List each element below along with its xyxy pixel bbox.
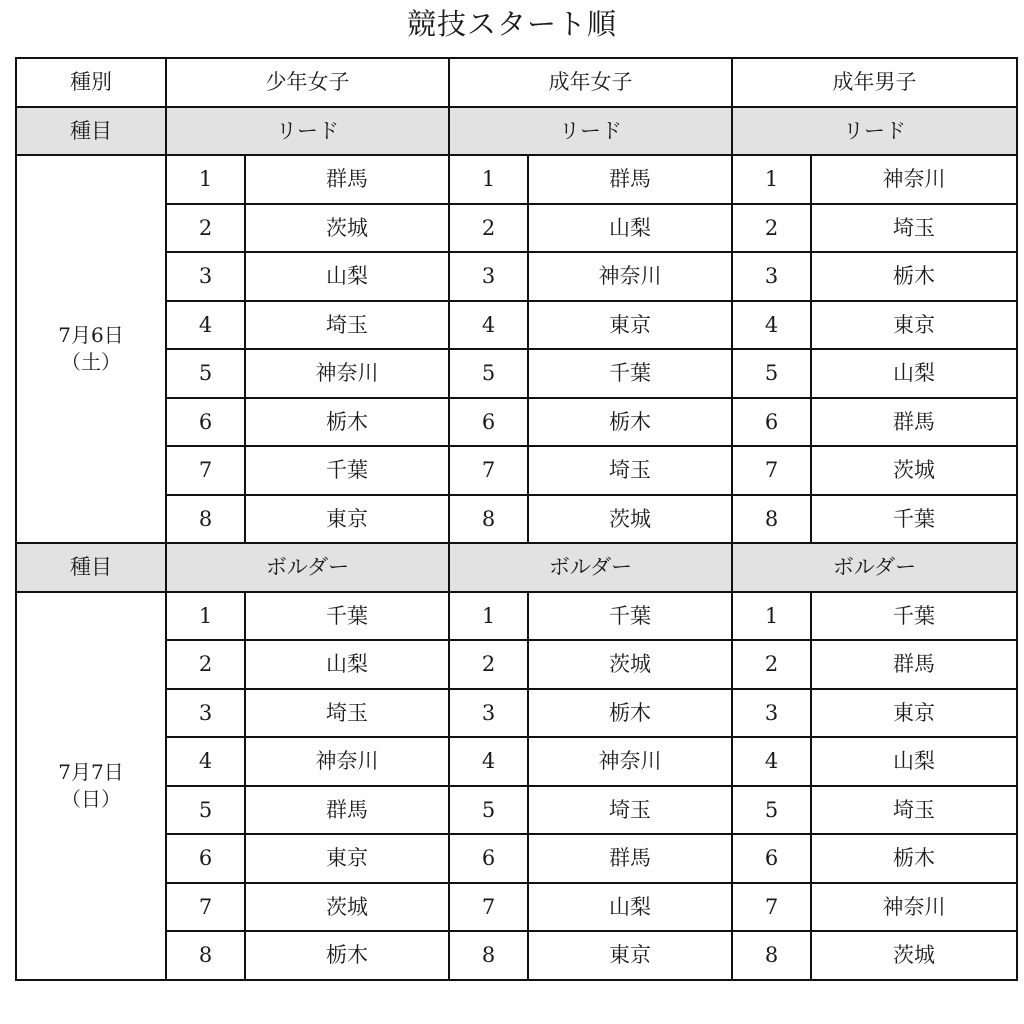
order-number: 4	[166, 737, 245, 786]
order-number: 6	[449, 398, 528, 447]
page-title: 競技スタート順	[406, 7, 617, 41]
order-number: 5	[166, 786, 245, 835]
order-number: 7	[166, 446, 245, 495]
team-name: 山梨	[811, 737, 1017, 786]
weekday-text: （土）	[61, 350, 121, 374]
team-name: 東京	[528, 301, 732, 350]
discipline-label: リード	[732, 107, 1017, 156]
team-name: 千葉	[528, 592, 732, 641]
discipline-label: ボルダー	[166, 543, 449, 592]
team-name: 神奈川	[528, 252, 732, 301]
team-name: 山梨	[245, 640, 449, 689]
order-number: 1	[449, 155, 528, 204]
order-number: 2	[732, 204, 811, 253]
team-name: 神奈川	[811, 155, 1017, 204]
team-name: 神奈川	[245, 349, 449, 398]
team-name: 茨城	[811, 446, 1017, 495]
team-name: 埼玉	[245, 689, 449, 738]
team-name: 東京	[528, 931, 732, 980]
table-row	[16, 737, 1017, 786]
team-name: 埼玉	[528, 446, 732, 495]
order-number: 3	[732, 689, 811, 738]
order-number: 6	[732, 398, 811, 447]
team-name: 群馬	[811, 398, 1017, 447]
order-number: 6	[449, 834, 528, 883]
order-number: 2	[732, 640, 811, 689]
table-row	[16, 592, 1017, 641]
table-row	[16, 834, 1017, 883]
team-name: 埼玉	[811, 786, 1017, 835]
date-cell	[16, 155, 166, 543]
team-name: 栃木	[245, 398, 449, 447]
team-name: 東京	[245, 834, 449, 883]
team-name: 栃木	[811, 834, 1017, 883]
event-header-row	[16, 107, 1017, 156]
table-row	[16, 204, 1017, 253]
team-name: 群馬	[811, 640, 1017, 689]
date-cell	[16, 592, 166, 980]
discipline-label: リード	[449, 107, 732, 156]
team-name: 千葉	[245, 592, 449, 641]
order-number: 5	[449, 786, 528, 835]
order-number: 3	[449, 252, 528, 301]
order-number: 1	[166, 155, 245, 204]
table-row	[16, 495, 1017, 544]
order-number: 7	[449, 883, 528, 932]
team-name: 山梨	[528, 204, 732, 253]
order-number: 4	[732, 301, 811, 350]
order-number: 6	[166, 398, 245, 447]
order-number: 7	[449, 446, 528, 495]
order-number: 5	[732, 349, 811, 398]
event-header-row	[16, 543, 1017, 592]
order-number: 3	[166, 252, 245, 301]
order-number: 1	[732, 155, 811, 204]
team-name: 東京	[811, 689, 1017, 738]
team-name: 栃木	[528, 689, 732, 738]
category-header: 少年女子	[166, 58, 449, 107]
team-name: 茨城	[811, 931, 1017, 980]
order-number: 8	[166, 495, 245, 544]
order-number: 4	[732, 737, 811, 786]
team-name: 群馬	[245, 155, 449, 204]
team-name: 埼玉	[245, 301, 449, 350]
order-number: 5	[166, 349, 245, 398]
order-number: 8	[166, 931, 245, 980]
order-number: 2	[449, 640, 528, 689]
order-number: 7	[166, 883, 245, 932]
order-number: 4	[449, 737, 528, 786]
order-number: 8	[732, 495, 811, 544]
team-name: 群馬	[528, 834, 732, 883]
team-name: 東京	[245, 495, 449, 544]
order-number: 8	[732, 931, 811, 980]
order-number: 2	[166, 204, 245, 253]
team-name: 栃木	[528, 398, 732, 447]
team-name: 茨城	[528, 495, 732, 544]
order-number: 3	[732, 252, 811, 301]
table-row	[16, 301, 1017, 350]
order-number: 8	[449, 495, 528, 544]
team-name: 神奈川	[528, 737, 732, 786]
team-name: 千葉	[811, 495, 1017, 544]
team-name: 山梨	[811, 349, 1017, 398]
team-name: 千葉	[811, 592, 1017, 641]
order-number: 1	[166, 592, 245, 641]
team-name: 神奈川	[245, 737, 449, 786]
order-number: 1	[732, 592, 811, 641]
order-number: 2	[166, 640, 245, 689]
table-row	[16, 252, 1017, 301]
header-row	[16, 58, 1017, 107]
order-number: 6	[732, 834, 811, 883]
order-number: 4	[449, 301, 528, 350]
order-number: 5	[732, 786, 811, 835]
team-name: 群馬	[528, 155, 732, 204]
team-name: 千葉	[528, 349, 732, 398]
event-label: 種目	[16, 543, 166, 592]
order-number: 3	[449, 689, 528, 738]
table-row	[16, 786, 1017, 835]
team-name: 群馬	[245, 786, 449, 835]
order-number: 3	[166, 689, 245, 738]
team-name: 茨城	[245, 883, 449, 932]
order-number: 1	[449, 592, 528, 641]
category-header-label: 種別	[16, 58, 166, 107]
table-row	[16, 931, 1017, 980]
team-name: 東京	[811, 301, 1017, 350]
order-number: 2	[449, 204, 528, 253]
table-row	[16, 446, 1017, 495]
team-name: 栃木	[811, 252, 1017, 301]
table-row	[16, 349, 1017, 398]
date-text: 7月7日	[58, 759, 124, 784]
category-header: 成年女子	[449, 58, 732, 107]
team-name: 山梨	[245, 252, 449, 301]
table-row	[16, 155, 1017, 204]
discipline-label: ボルダー	[732, 543, 1017, 592]
order-number: 4	[166, 301, 245, 350]
team-name: 埼玉	[528, 786, 732, 835]
team-name: 茨城	[528, 640, 732, 689]
team-name: 埼玉	[811, 204, 1017, 253]
table-row	[16, 883, 1017, 932]
start-order-table	[15, 57, 1018, 981]
table-row	[16, 398, 1017, 447]
event-label: 種目	[16, 107, 166, 156]
order-number: 7	[732, 883, 811, 932]
team-name: 茨城	[245, 204, 449, 253]
table-row	[16, 640, 1017, 689]
weekday-text: （日）	[61, 786, 121, 811]
team-name: 神奈川	[811, 883, 1017, 932]
discipline-label: リード	[166, 107, 449, 156]
team-name: 山梨	[528, 883, 732, 932]
date-text: 7月6日	[58, 323, 124, 347]
table-row	[16, 689, 1017, 738]
order-number: 6	[166, 834, 245, 883]
category-header: 成年男子	[732, 58, 1017, 107]
discipline-label: ボルダー	[449, 543, 732, 592]
team-name: 千葉	[245, 446, 449, 495]
order-number: 5	[449, 349, 528, 398]
order-number: 8	[449, 931, 528, 980]
team-name: 栃木	[245, 931, 449, 980]
order-number: 7	[732, 446, 811, 495]
